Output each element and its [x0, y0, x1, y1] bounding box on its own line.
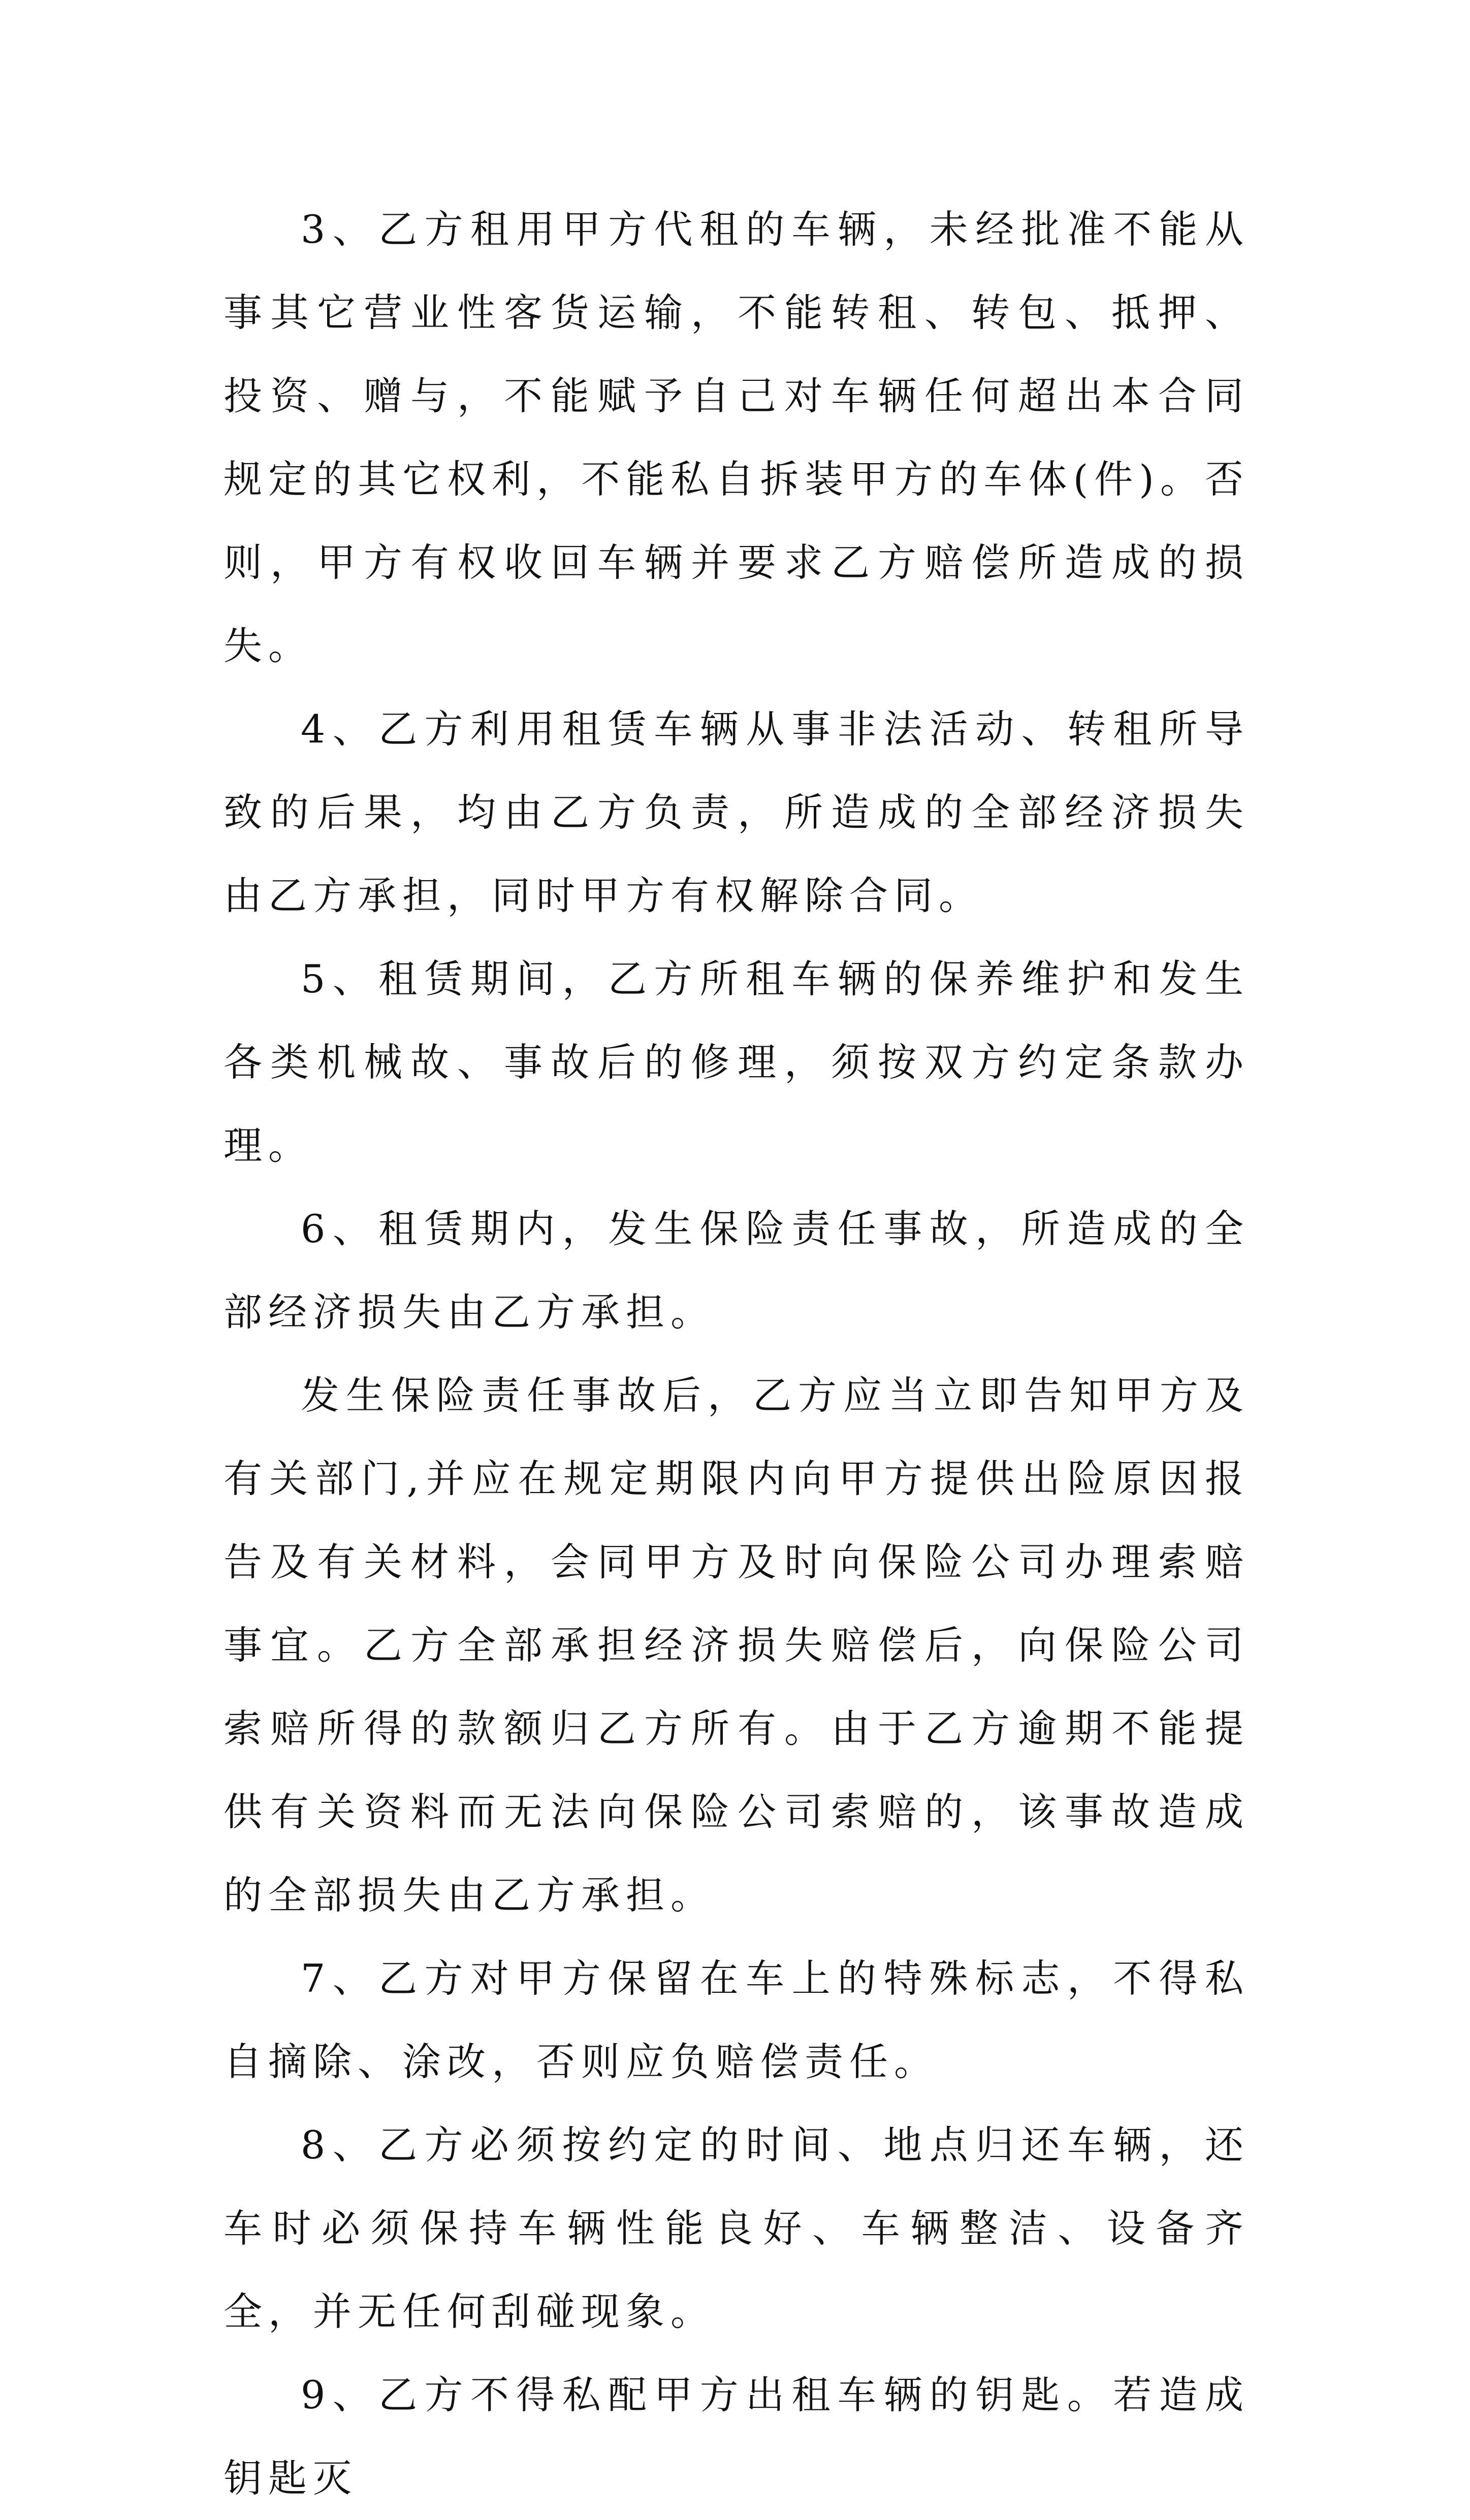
clause-7-paragraph: 7、乙方对甲方保留在车上的特殊标志，不得私自摘除、涂改，否则应负赔偿责任。 — [223, 1956, 1250, 2084]
clause-3-paragraph: 3、乙方租用甲方代租的车辆，未经批准不能从事其它营业性客货运输，不能转租、转包、抵押、投资、赠与，不能赋予自己对车辆任何超出本合同规定的其它权利，不能私自拆装甲方的车体(件)。否则，甲方有权收回车辆并要求乙方赔偿所造成的损失。 — [223, 207, 1250, 668]
clause-5-paragraph: 5、租赁期间，乙方所租车辆的保养维护和发生各类机械故、事故后的修理，须按双方约定条款办理。 — [223, 956, 1250, 1168]
document-page — [223, 188, 1250, 2520]
insurance-accident-paragraph: 发生保险责任事故后，乙方应当立即告知甲方及有关部门,并应在规定期限内向甲方提供出险原因报告及有关材料，会同甲方及时向保险公司办理索赔事宜。乙方全部承担经济损失赔偿后，向保险公司索赔所得的款额归乙方所有。由于乙方逾期不能提供有关资料而无法向保险公司索赔的，该事故造成的全部损失由乙方承担。 — [223, 1373, 1250, 1918]
clause-4-paragraph: 4、乙方利用租赁车辆从事非法活动、转租所导致的后果，均由乙方负责，所造成的全部经济损失由乙方承担，同时甲方有权解除合同。 — [223, 706, 1250, 918]
clause-8-paragraph: 8、乙方必须按约定的时间、地点归还车辆，还车时必须保持车辆性能良好、车辆整洁、设备齐全，并无任何刮碰现象。 — [223, 2122, 1250, 2334]
clause-6-paragraph: 6、租赁期内，发生保险责任事故，所造成的全部经济损失由乙方承担。 — [223, 1206, 1250, 1335]
clause-9-paragraph: 9、乙方不得私配甲方出租车辆的钥匙。若造成钥匙灭 — [223, 2372, 1250, 2501]
